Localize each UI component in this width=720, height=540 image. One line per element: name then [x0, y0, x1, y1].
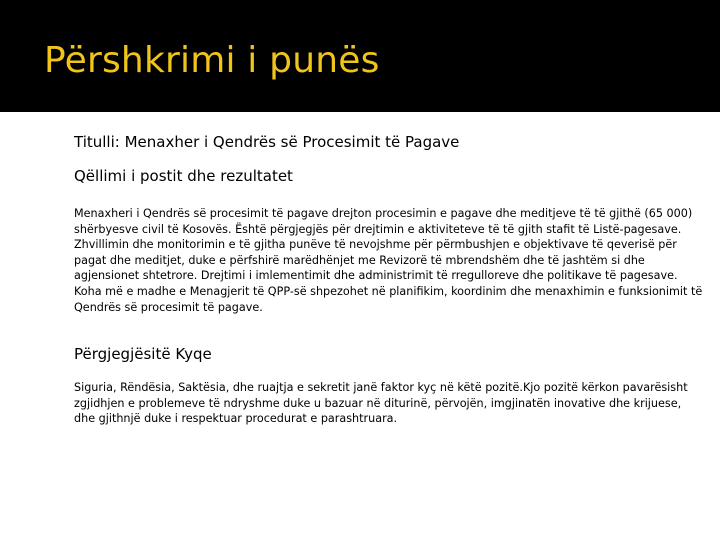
responsibilities-paragraph: Siguria, Rëndësia, Saktësia, dhe ruajtja e sekretit janë faktor kyç në këtë pozitë.Kjo pozitë kërkon pavarësisht zgjidhjen e problemeve të ndryshme duke u bazuar në diturinë, përvojën, imgjinatën inovative dhe krijuese, dhe gjithnjë duke i respektuar procedurat e parashtruara. [74, 381, 688, 426]
section-heading-purpose: Qëllimi i postit dhe rezultatet [74, 167, 293, 185]
purpose-paragraph-2: Koha më e madhe e Menagjerit të QPP-së shpezohet në planifikim, koordinim dhe menaxhimin e funksionimit të Qendrës së procesimit të pagave. [74, 284, 703, 314]
slide-content [0, 112, 720, 540]
title-bar [0, 0, 720, 112]
section-text-responsibilities [74, 380, 704, 427]
job-title: Titulli: Menaxher i Qendrës së Procesimit të Pagave [74, 133, 460, 151]
section-heading-responsibilities: Përgjegjësitë Kyqe [74, 345, 212, 363]
purpose-paragraph-1: Menaxheri i Qendrës së procesimit të pagave drejton procesimin e pagave dhe meditjeve të të gjithë (65 000) shërbyesve civil të Kosovës. Është përgjegjës për drejtimin e aktiviteteve të të gjith stafit të Listë-pagesave. Zhvillimin dhe monitorimin e të gjitha punëve të nevojshme për përmbushjen e objektivave të qeverisë për pagat dhe meditjet, duke e përfshirë marëdhënjet me Revizorë të mbrendshëm dhe të jashtëm si dhe agjensionet shtetrore. Drejtimi i imlementimit dhe administrimit të rregulloreve dhe politikave të pagesave. [74, 207, 693, 283]
slide-title: Përshkrimi i punës [44, 40, 380, 81]
section-text-purpose [74, 206, 704, 315]
